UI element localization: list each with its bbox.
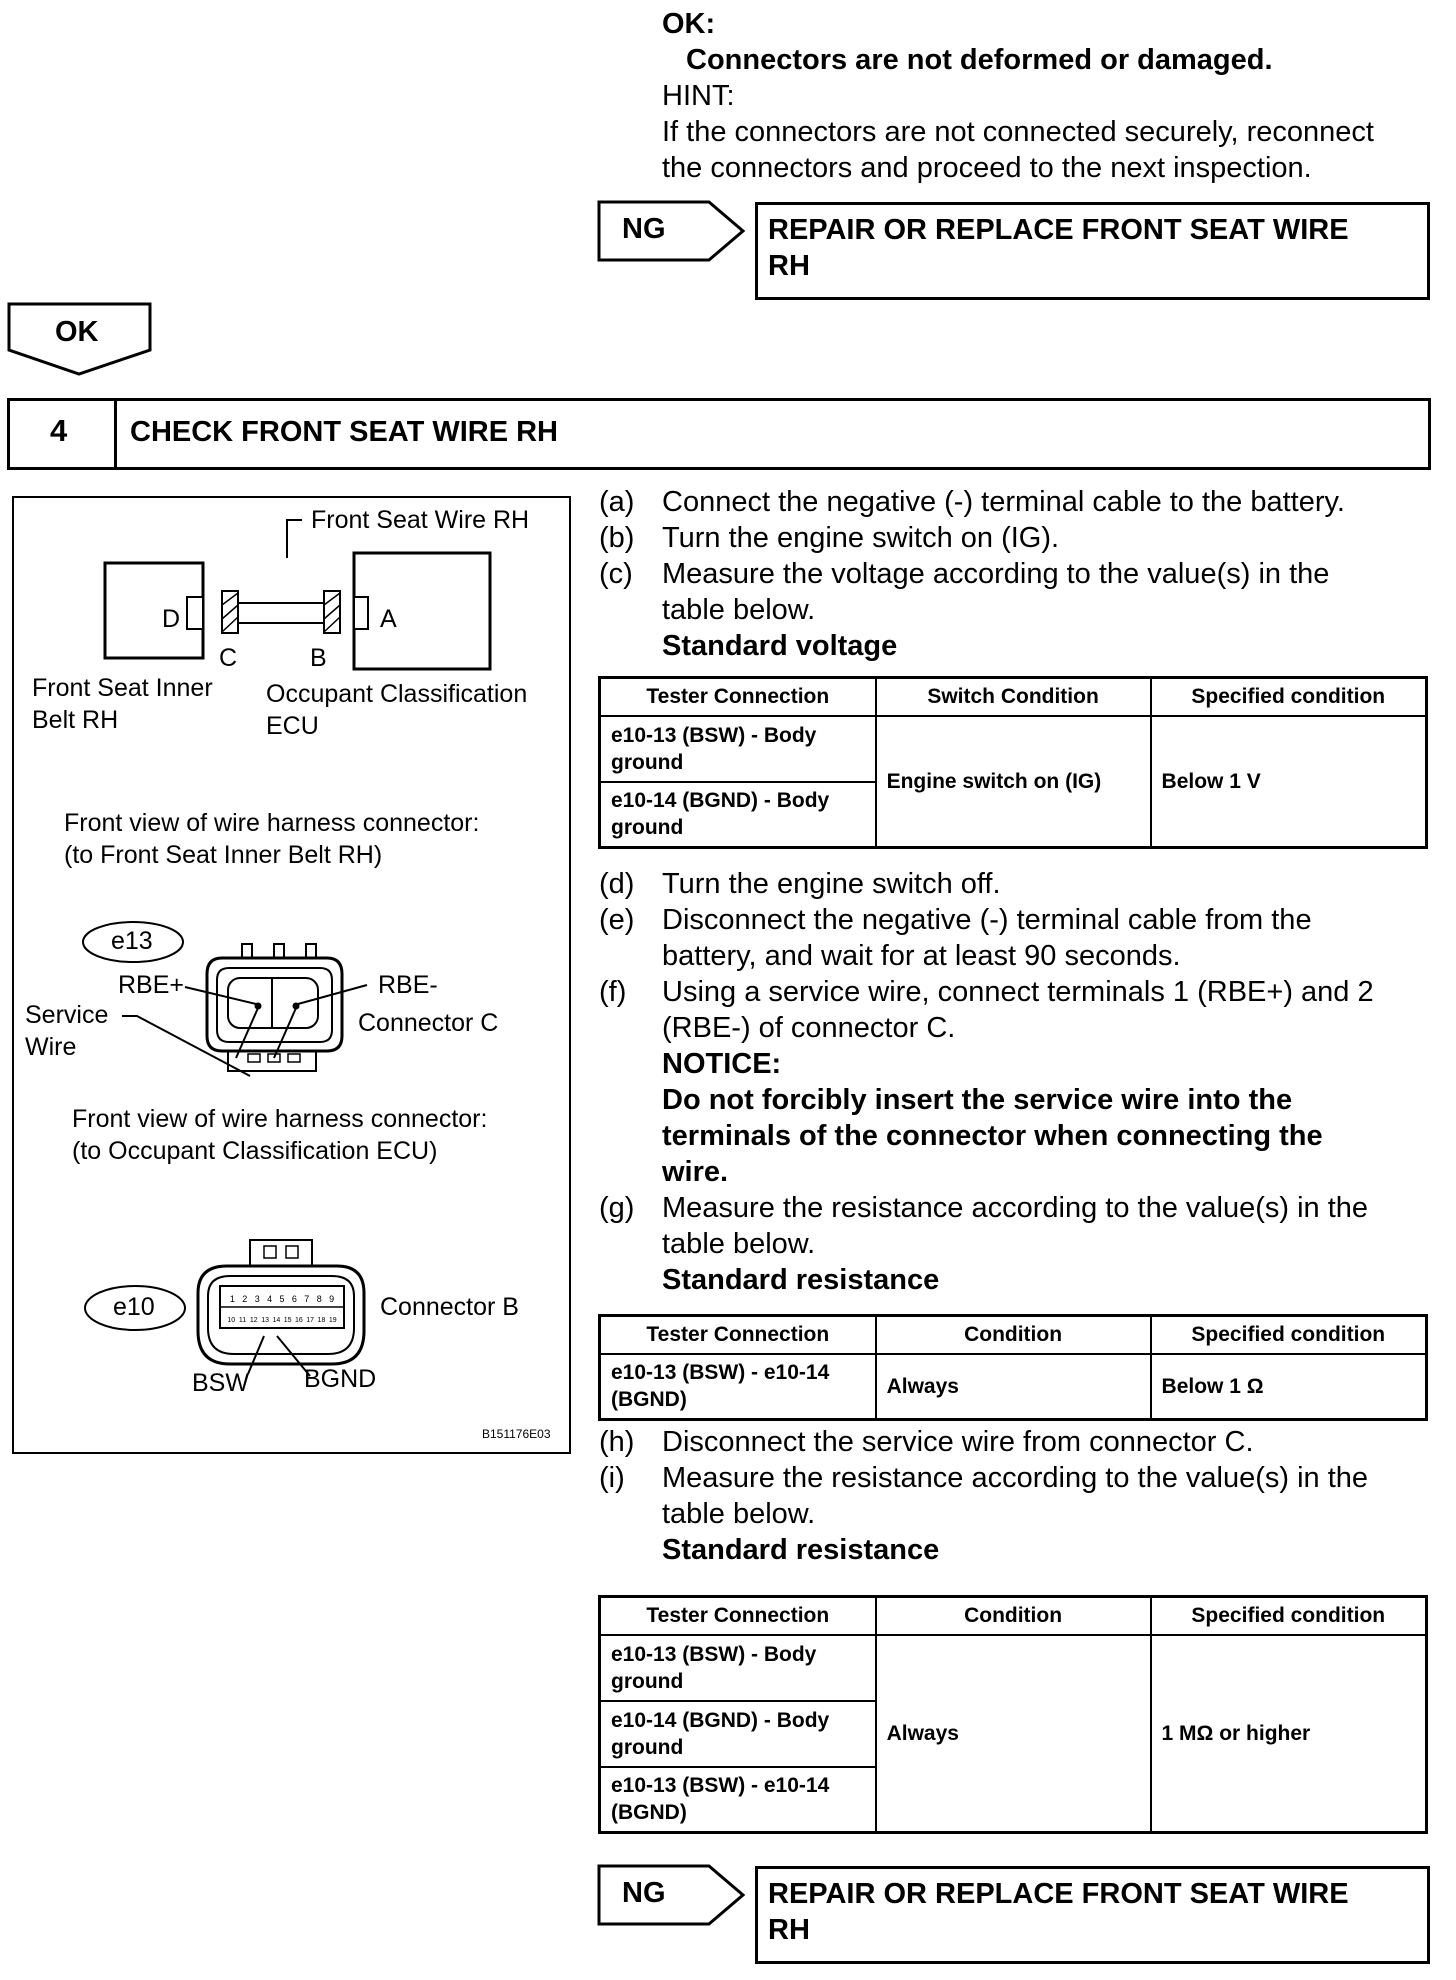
pin-number: 1 — [229, 1294, 235, 1304]
step-text: Connect the negative (-) terminal cable to the battery. — [662, 486, 1345, 518]
pin-number: 6 — [291, 1294, 297, 1304]
rbe-plus-label: RBE+ — [118, 971, 185, 999]
step-text: table below. — [662, 1228, 816, 1260]
pin-number: 9 — [329, 1294, 335, 1304]
pin-number: 14 — [272, 1317, 281, 1324]
step-text: Disconnect the service wire from connector C. — [662, 1426, 1254, 1458]
table1-condition: Engine switch on (IG) — [876, 716, 1151, 848]
step-label: (i) — [599, 1462, 625, 1494]
step-text: Measure the resistance according to the value(s) in the — [662, 1462, 1369, 1494]
step-label: (f) — [599, 976, 627, 1008]
notice-text: Do not forcibly insert the service wire into the — [662, 1084, 1293, 1116]
table3-header-spec: Specified condition — [1151, 1597, 1427, 1635]
ecu-label-1: Occupant Classification — [266, 680, 528, 708]
step-text: table below. — [662, 1498, 816, 1530]
spec-heading: Standard voltage — [662, 630, 898, 662]
pin-number: 5 — [279, 1294, 285, 1304]
bsw-label: BSW — [192, 1369, 249, 1397]
table1-header-switch: Switch Condition — [876, 678, 1151, 716]
notice-text: wire. — [662, 1156, 729, 1188]
step-label: (c) — [599, 558, 633, 590]
bgnd-label: BGND — [304, 1365, 377, 1393]
pin-number: 13 — [261, 1317, 269, 1324]
hint-line-2: the connectors and proceed to the next inspection. — [662, 152, 1312, 184]
pin-number: 12 — [249, 1317, 258, 1324]
table1-spec: Below 1 V — [1151, 716, 1427, 848]
table3-spec: 1 MΩ or higher — [1151, 1635, 1427, 1833]
step-text: Measure the voltage according to the value(s) in the — [662, 558, 1330, 590]
table2-header-spec: Specified condition — [1151, 1316, 1427, 1354]
ng-action-line-1b: RH — [768, 250, 810, 282]
table1-header-spec: Specified condition — [1151, 678, 1427, 716]
pin-number: 2 — [242, 1294, 248, 1304]
table2-header-tester: Tester Connection — [600, 1316, 876, 1354]
spec-heading: Standard resistance — [662, 1264, 940, 1296]
table3-cell: e10-13 (BSW) - Body ground — [600, 1635, 876, 1701]
pin-number: 15 — [283, 1317, 292, 1324]
step-text: Turn the engine switch off. — [662, 868, 1001, 900]
table1-cell: e10-14 (BGND) - Body ground — [600, 782, 876, 848]
pin-number: 7 — [304, 1294, 310, 1304]
figure-code: B151176E03 — [482, 1427, 551, 1441]
table2-cell: Below 1 Ω — [1151, 1354, 1427, 1420]
view2-line-1: Front view of wire harness connector: — [72, 1105, 488, 1133]
step-text: Turn the engine switch on (IG). — [662, 522, 1060, 554]
connector-c-label: Connector C — [358, 1009, 499, 1037]
ok-text: Connectors are not deformed or damaged. — [686, 44, 1273, 76]
table3-condition: Always — [876, 1635, 1151, 1833]
ng-action-line-2a: REPAIR OR REPLACE FRONT SEAT WIRE — [768, 1878, 1349, 1910]
step-label: (b) — [599, 522, 635, 554]
inner-belt-label-2: Belt RH — [32, 706, 119, 734]
e13-label: e13 — [111, 927, 153, 955]
pin-number: 11 — [238, 1317, 247, 1324]
view1-line-2: (to Front Seat Inner Belt RH) — [64, 841, 383, 869]
e10-label: e10 — [113, 1293, 155, 1321]
service-wire-label-2: Wire — [25, 1033, 77, 1061]
view1-line-1: Front view of wire harness connector: — [64, 809, 480, 837]
step-text: table below. — [662, 594, 816, 626]
table2-cell: Always — [876, 1354, 1151, 1420]
ng-label-1: NG — [622, 213, 666, 245]
step-text: battery, and wait for at least 90 seconds. — [662, 940, 1181, 972]
ok-label: OK: — [662, 8, 716, 40]
table3-cell: e10-14 (BGND) - Body ground — [600, 1701, 876, 1767]
table1-cell: e10-13 (BSW) - Body ground — [600, 716, 876, 782]
notice-label: NOTICE: — [662, 1048, 782, 1080]
table1-header-tester: Tester Connection — [600, 678, 876, 716]
view2-line-2: (to Occupant Classification ECU) — [72, 1137, 438, 1165]
step-label: (h) — [599, 1426, 635, 1458]
table2-cell: e10-13 (BSW) - e10-14 (BGND) — [600, 1354, 876, 1420]
inner-belt-label-1: Front Seat Inner — [32, 674, 213, 702]
ecu-label-2: ECU — [266, 712, 319, 740]
step-text: Measure the resistance according to the value(s) in the — [662, 1192, 1369, 1224]
step-title: CHECK FRONT SEAT WIRE RH — [130, 416, 559, 448]
pin-number: 8 — [316, 1294, 322, 1304]
step-number: 4 — [50, 413, 68, 448]
rbe-minus-label: RBE- — [378, 971, 438, 999]
label-c: C — [219, 644, 238, 672]
step-label: (e) — [599, 904, 635, 936]
table3-header-tester: Tester Connection — [600, 1597, 876, 1635]
hint-label: HINT: — [662, 80, 735, 112]
step-label: (d) — [599, 868, 635, 900]
step-divider — [114, 398, 117, 470]
wire-label: Front Seat Wire RH — [311, 506, 530, 534]
ng-label-2: NG — [622, 1877, 666, 1909]
pin-number: 10 — [227, 1317, 236, 1324]
standard-resistance-table-1 — [598, 1314, 1428, 1421]
pin-number: 3 — [254, 1294, 260, 1304]
ng-action-line-1a: REPAIR OR REPLACE FRONT SEAT WIRE — [768, 214, 1349, 246]
pin-grid — [227, 1294, 336, 1324]
ng-arrow-2 — [597, 1864, 747, 1926]
standard-voltage-table — [598, 676, 1428, 849]
hint-line-1: If the connectors are not connected securely, reconnect — [662, 116, 1374, 148]
ng-action-line-2b: RH — [768, 1914, 810, 1946]
step-text: Disconnect the negative (-) terminal cable from the — [662, 904, 1312, 936]
standard-resistance-table-2 — [598, 1595, 1428, 1834]
service-wire-label-1: Service — [25, 1001, 109, 1029]
pin-number: 19 — [328, 1317, 337, 1324]
step-label: (g) — [599, 1192, 635, 1224]
table3-header-condition: Condition — [876, 1597, 1151, 1635]
spec-heading: Standard resistance — [662, 1534, 940, 1566]
label-b: B — [310, 644, 327, 672]
ok-arrow-label: OK — [55, 316, 99, 348]
pin-number: 4 — [267, 1294, 273, 1304]
label-d: D — [162, 605, 181, 633]
pin-number: 16 — [295, 1317, 303, 1324]
table3-cell: e10-13 (BSW) - e10-14 (BGND) — [600, 1767, 876, 1833]
step-text: (RBE-) of connector C. — [662, 1012, 956, 1044]
step-label: (a) — [599, 486, 635, 518]
connector-b-label: Connector B — [380, 1293, 519, 1321]
table2-header-condition: Condition — [876, 1316, 1151, 1354]
label-a: A — [380, 605, 397, 633]
pin-number: 17 — [306, 1317, 315, 1324]
pin-number: 18 — [317, 1317, 326, 1324]
step-text: Using a service wire, connect terminals 1 (RBE+) and 2 — [662, 976, 1374, 1008]
notice-text: terminals of the connector when connecting the — [662, 1120, 1323, 1152]
